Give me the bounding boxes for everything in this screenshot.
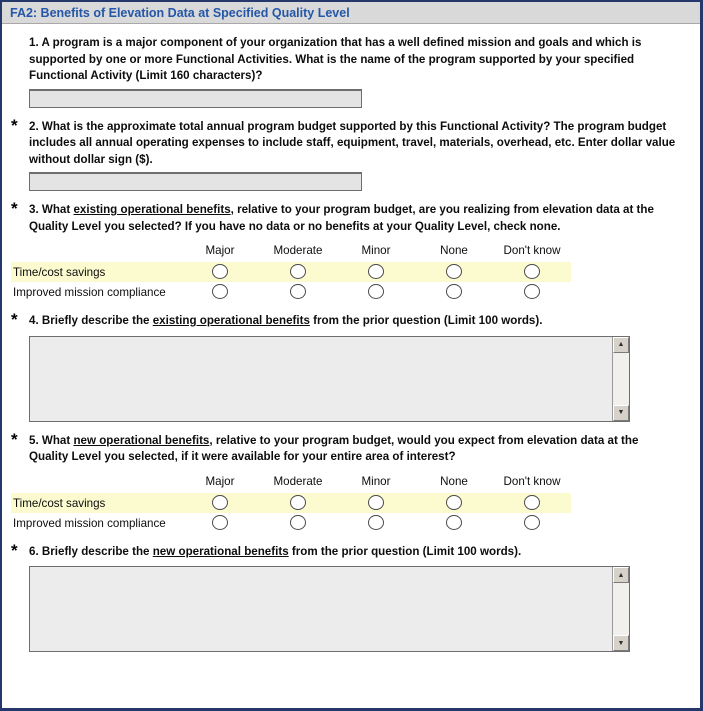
q3-matrix-header [11, 244, 680, 262]
q3-improved-mission-compliance-major-radio[interactable] [212, 284, 228, 299]
matrix-col-moderate: Moderate [273, 474, 323, 488]
q6-scrollbar-track[interactable] [613, 583, 629, 635]
question-2-text [29, 119, 677, 169]
q5-improved-mission-compliance-moderate-radio[interactable] [290, 515, 306, 530]
q5-time-cost-savings-dont-know-radio[interactable] [524, 495, 540, 510]
page-title: FA2: Benefits of Elevation Data at Specified Quality Level [10, 5, 350, 20]
q5-time-cost-savings-none-radio[interactable] [446, 495, 462, 510]
question-5-text-post: , relative to your program budget, would you expect from elevation data at the Quality Level you selected, if it were available for your entire area of interest? [29, 433, 639, 463]
question-4-textarea[interactable] [30, 337, 612, 421]
q3-row-time-cost-savings [11, 262, 571, 282]
scroll-up-icon: ▲ [617, 341, 625, 348]
question-1-input[interactable] [29, 89, 362, 108]
scroll-up-icon: ▲ [617, 571, 625, 579]
q3-matrix-header-spacer [11, 244, 181, 257]
q3-row-improved-mission-compliance-label: Improved mission compliance [13, 286, 166, 299]
q5-row-improved-mission-compliance [11, 513, 571, 533]
question-5-text [29, 433, 677, 466]
q5-row-improved-mission-compliance-label: Improved mission compliance [13, 516, 166, 530]
question-6-textarea-box [29, 566, 630, 652]
question-4-text [29, 313, 677, 330]
q3-row-time-cost-savings-label: Time/cost savings [13, 266, 106, 279]
q3-benefits-matrix [11, 244, 680, 302]
matrix-col-moderate: Moderate [273, 244, 323, 257]
question-5-text-pre: 5. What [29, 433, 74, 447]
question-3-text-underlined: existing operational benefits [73, 203, 231, 216]
scroll-down-icon: ▼ [617, 409, 625, 416]
question-4-text-underlined: existing operational benefits [152, 314, 310, 327]
question-1-text [29, 35, 677, 85]
question-2 [11, 115, 680, 192]
q5-matrix-header-spacer [11, 475, 181, 488]
required-asterisk-q2: * [11, 115, 18, 135]
question-6-text-post: from the prior question (Limit 100 words). [288, 544, 522, 558]
q3-time-cost-savings-none-radio[interactable] [446, 264, 462, 279]
question-6 [11, 540, 680, 653]
question-3-text-post: , relative to your program budget, are you realizing from elevation data at the Quality Level you selected? If you have no data or no benefits at your Quality Level, check none. [29, 203, 654, 233]
question-4-text-pre: 4. Briefly describe the [29, 314, 153, 327]
q3-improved-mission-compliance-none-radio[interactable] [446, 284, 462, 299]
q3-improved-mission-compliance-dont-know-radio[interactable] [524, 284, 540, 299]
matrix-col-dont-know: Don't know [503, 474, 561, 488]
question-3 [11, 199, 680, 302]
question-4-scrollbar[interactable] [612, 337, 629, 421]
q6-scroll-up-button[interactable] [613, 567, 629, 583]
matrix-col-dont-know: Don't know [503, 244, 561, 257]
question-5 [11, 429, 680, 533]
q5-time-cost-savings-major-radio[interactable] [212, 495, 228, 510]
q4-scrollbar-track[interactable] [613, 353, 629, 405]
matrix-col-major: Major [205, 474, 235, 488]
q5-benefits-matrix [11, 475, 680, 533]
matrix-col-none: None [440, 244, 468, 257]
q3-time-cost-savings-minor-radio[interactable] [368, 264, 384, 279]
question-4-textarea-box [29, 336, 630, 422]
question-6-text-pre: 6. Briefly describe the [29, 544, 153, 558]
question-1-text-body: 1. A program is a major component of your organization that has a well defined mission and goals and which is supported by one or more Functional Activities. What is the name of the program supported by your specified Functional Activity (Limit 160 characters)? [29, 36, 642, 82]
q3-improved-mission-compliance-moderate-radio[interactable] [290, 284, 306, 299]
q4-scroll-up-button[interactable] [613, 337, 629, 353]
q5-time-cost-savings-moderate-radio[interactable] [290, 495, 306, 510]
question-6-text [29, 544, 677, 561]
required-asterisk-q5: * [11, 429, 18, 449]
question-2-input[interactable] [29, 172, 362, 191]
q5-time-cost-savings-minor-radio[interactable] [368, 495, 384, 510]
q3-time-cost-savings-major-radio[interactable] [212, 264, 228, 279]
scroll-down-icon: ▼ [617, 639, 625, 647]
q5-improved-mission-compliance-minor-radio[interactable] [368, 515, 384, 530]
required-asterisk-q4: * [11, 310, 18, 329]
required-asterisk-q6: * [11, 540, 18, 560]
q5-improved-mission-compliance-dont-know-radio[interactable] [524, 515, 540, 530]
matrix-col-major: Major [205, 244, 235, 257]
q5-improved-mission-compliance-none-radio[interactable] [446, 515, 462, 530]
q3-time-cost-savings-dont-know-radio[interactable] [524, 264, 540, 279]
q5-row-time-cost-savings-label: Time/cost savings [13, 496, 106, 510]
q6-scroll-down-button[interactable] [613, 635, 629, 651]
q3-row-improved-mission-compliance [11, 282, 571, 302]
matrix-col-minor: Minor [361, 474, 391, 488]
required-asterisk-q3: * [11, 199, 18, 218]
question-3-text [29, 202, 677, 235]
question-6-scrollbar[interactable] [612, 567, 629, 651]
question-6-text-underlined: new operational benefits [152, 544, 289, 558]
matrix-col-none: None [440, 474, 468, 488]
q3-time-cost-savings-moderate-radio[interactable] [290, 264, 306, 279]
matrix-col-minor: Minor [361, 244, 391, 257]
q5-matrix-header [11, 475, 680, 493]
q5-row-time-cost-savings [11, 493, 571, 513]
q3-improved-mission-compliance-minor-radio[interactable] [368, 284, 384, 299]
question-6-textarea[interactable] [30, 567, 612, 651]
form-header [2, 2, 700, 24]
q5-improved-mission-compliance-major-radio[interactable] [212, 515, 228, 530]
question-4-text-post: from the prior question (Limit 100 words). [309, 314, 543, 327]
question-1 [11, 35, 680, 108]
question-4 [11, 310, 680, 422]
q4-scroll-down-button[interactable] [613, 405, 629, 421]
form-content [2, 24, 700, 652]
question-2-text-body: 2. What is the approximate total annual program budget supported by this Functional Activity? The program budget includes all annual operating expenses to include staff, equipment, travel, materials, overhead, etc. Enter dollar value without dollar sign ($). [29, 119, 676, 166]
question-3-text-pre: 3. What [29, 203, 74, 216]
question-5-text-underlined: new operational benefits [73, 433, 210, 447]
